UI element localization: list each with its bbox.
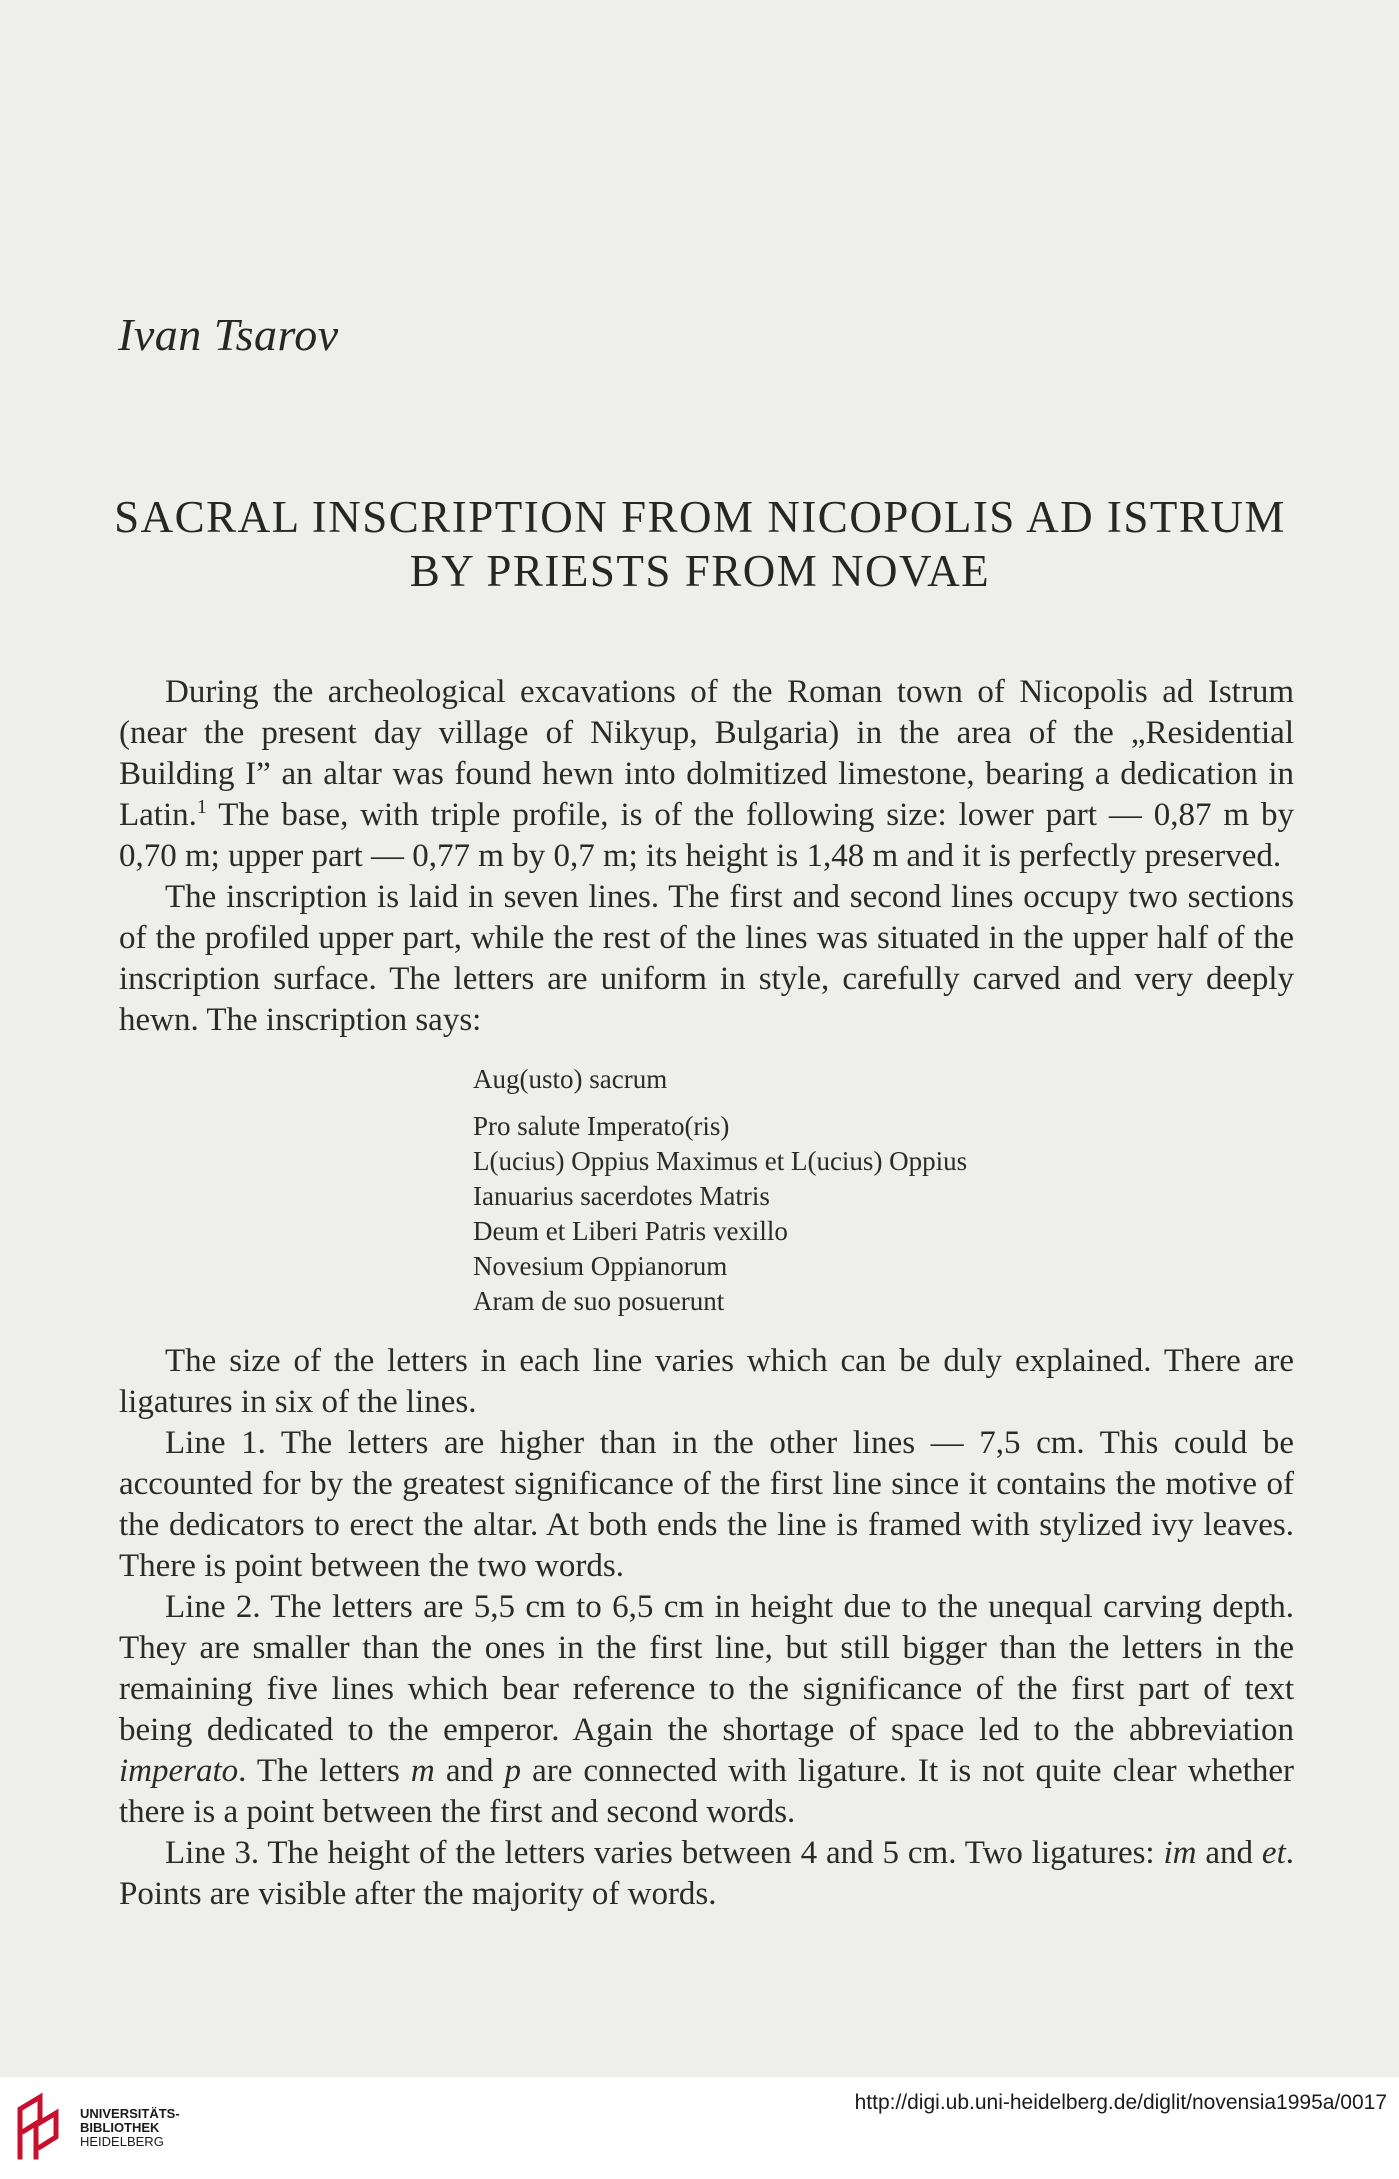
inscription-line-7: Aram de suo posuerunt <box>473 1286 725 1316</box>
inscription-line-3: L(ucius) Oppius Maximus et L(ucius) Oppius <box>473 1146 968 1176</box>
article-body <box>119 672 1294 1915</box>
paragraph-2: The inscription is laid in seven lines. The first and second lines occupy two sections of the profiled upper part, while the rest of the lines was situated in the upper half of the inscription surface. The letters are uniform in style, carefully carved and very deeply hewn. The inscription says: <box>119 879 1294 1038</box>
paragraph-5-text: Line 2. The letters are 5,5 cm to 6,5 cm in height due to the unequal carving depth. They are smaller than the ones in the first line, but still bigger than the letters in the remaining five lines which bear reference to the significance of the first part of text being dedicated to the emperor. Again the shortage of space led to the abbreviation <box>119 1589 1294 1748</box>
paragraph-6 <box>119 1833 1294 1915</box>
inscription-line-1: Aug(usto) sacrum <box>473 1064 668 1094</box>
italic-term: et <box>1261 1835 1286 1871</box>
paragraph-5-text: are connected with ligature. It is not quite clear whether there is a point between the first and second words. <box>119 1753 1295 1830</box>
paragraph-5 <box>119 1587 1294 1833</box>
inscription-line-2: Pro salute Imperato(ris) <box>473 1111 730 1141</box>
library-name-line-2: BIBLIOTHEK <box>80 2120 160 2135</box>
italic-term: p <box>504 1753 522 1789</box>
library-name-line-1: UNIVERSITÄTS- <box>80 2106 180 2121</box>
inscription-block <box>473 1062 1294 1319</box>
paragraph-4: Line 1. The letters are higher than in the other lines — 7,5 cm. This could be accounted for by the greatest significance of the first line since it contains the motive of the dedicators to erect the altar. At both ends the line is framed with stylized ivy leaves. There is point between the two words. <box>119 1425 1294 1584</box>
paragraph-6-text: . Points are visible after the majority of words. <box>119 1835 1294 1912</box>
library-name <box>80 2107 180 2149</box>
paragraph-1-text-cont: The base, with triple profile, is of the following size: lower part — 0,87 m by 0,70 m; upper part — 0,77 m by 0,7 m; its height is 1,48 m and it is perfectly preserved. <box>119 797 1294 874</box>
inscription-line-6: Novesium Oppianorum <box>473 1251 728 1281</box>
author-name: Ivan Tsarov <box>118 309 339 360</box>
paragraph-5-text: and <box>434 1753 505 1789</box>
library-name-line-3: HEIDELBERG <box>80 2134 164 2149</box>
paragraph-3: The size of the letters in each line varies which can be duly explained. There are ligatures in six of the lines. <box>119 1343 1294 1420</box>
inscription-line-4: Ianuarius sacerdotes Matris <box>473 1181 770 1211</box>
paragraph-1 <box>119 672 1294 877</box>
italic-term: m <box>410 1753 435 1789</box>
footnote-marker: 1 <box>196 796 207 818</box>
paragraph-6-text: and <box>1196 1835 1262 1871</box>
paragraph-6-text: Line 3. The height of the letters varies between 4 and 5 cm. Two ligatures: <box>165 1835 1164 1871</box>
footer-bar <box>0 2077 1399 2179</box>
paragraph-1-text: During the archeological excavations of the Roman town of Nicopolis ad Istrum (near the present day village of Nikyup, Bulgaria) in the area of the „Residential Building I” an altar was found hewn into dolmitized limestone, bearing a dedication in Latin. <box>119 674 1294 833</box>
source-url-link[interactable]: http://digi.ub.uni-heidelberg.de/diglit/novensia1995a/0017 <box>854 2091 1387 2114</box>
paragraph-5-text: . The letters <box>238 1753 411 1789</box>
italic-term: imperato <box>119 1753 239 1789</box>
article-title-line-2: BY PRIESTS FROM NOVAE <box>409 546 991 596</box>
article-title-line-1: SACRAL INSCRIPTION FROM NICOPOLIS AD ISTRUM <box>114 492 1286 542</box>
inscription-line-5: Deum et Liberi Patris vexillo <box>473 1216 788 1246</box>
university-library-logo-icon <box>14 2091 74 2161</box>
italic-term: im <box>1163 1835 1197 1871</box>
